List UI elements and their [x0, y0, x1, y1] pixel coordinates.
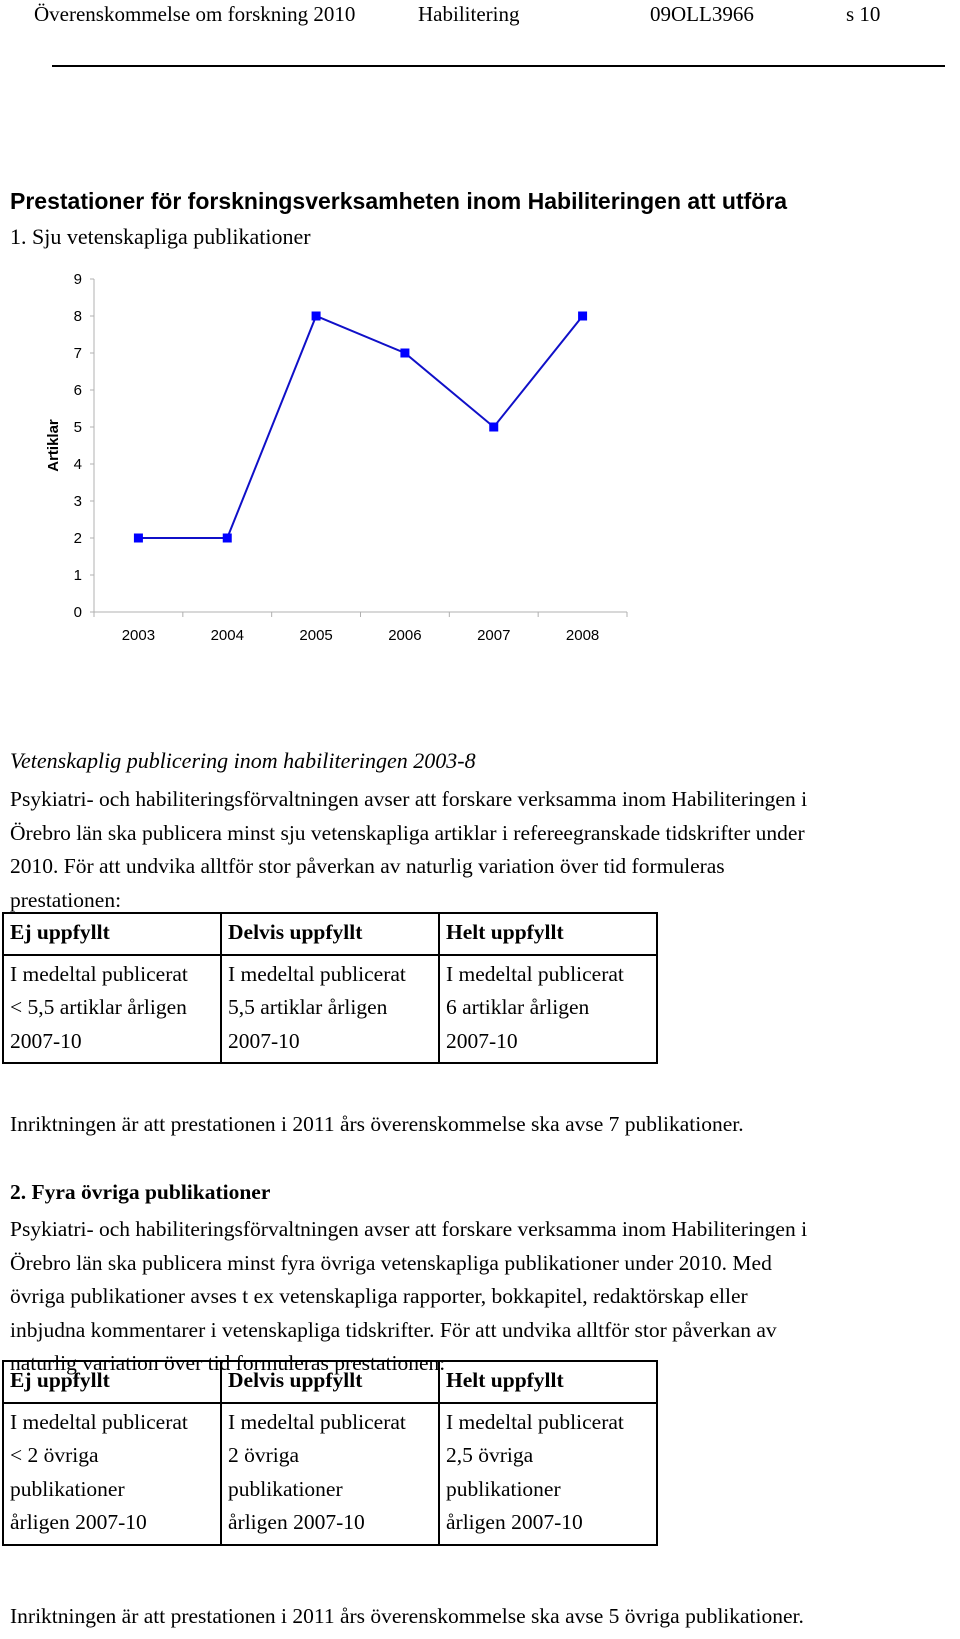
x-tick-label: 2008: [565, 627, 600, 644]
cell-line: 2007-10: [10, 1028, 82, 1053]
table-row: [3, 1403, 657, 1545]
cell-line: I medeltal publicerat: [446, 1409, 624, 1434]
cell-line: publikationer: [446, 1476, 561, 1501]
note-1: Inriktningen är att prestationen i 2011 års överenskommelse ska avse 7 publikationer.: [10, 1112, 744, 1136]
x-tick-label: 2006: [388, 627, 422, 644]
cell-line: < 2 övriga: [10, 1443, 99, 1467]
paragraph-line: 2010. För att undvika alltför stor påverkan av naturlig variation över tid formuleras: [10, 854, 725, 878]
header-not-fulfilled: Ej uppfyllt: [3, 913, 221, 955]
y-tick-label: 9: [73, 271, 82, 288]
page-header: [34, 0, 896, 30]
cell-fulfilled: [439, 955, 657, 1064]
paragraph-line: Psykiatri- och habiliteringsförvaltningen avser att forskare verksamma inom Habiliteringen i: [10, 787, 808, 811]
cell-not-fulfilled: [3, 1403, 221, 1545]
data-point-marker: [578, 312, 587, 321]
data-point-marker: [223, 534, 232, 543]
header-not-fulfilled: Ej uppfyllt: [3, 1361, 221, 1403]
cell-line: 5,5 artiklar årligen: [228, 995, 388, 1019]
x-tick-label: 2007: [477, 627, 511, 644]
y-tick-label: 6: [73, 382, 82, 399]
section1-title: 1. Sju vetenskapliga publikationer: [10, 224, 311, 249]
x-tick-label: 2004: [210, 627, 244, 644]
paragraph-line: prestationen:: [10, 887, 122, 912]
cell-line: I medeltal publicerat: [228, 1409, 406, 1434]
y-tick-label: 8: [73, 308, 82, 325]
y-axis-label: Artiklar: [45, 419, 62, 472]
paragraph-line: Örebro län ska publicera minst fyra övriga vetenskapliga publikationer under 2010. Med: [10, 1250, 772, 1275]
cell-line: 2007-10: [446, 1028, 518, 1053]
series-line: [138, 316, 582, 538]
data-point-marker: [489, 423, 498, 432]
cell-line: I medeltal publicerat: [10, 961, 188, 986]
y-tick-label: 0: [73, 604, 82, 621]
header-page-number: s 10: [846, 2, 881, 26]
cell-line: I medeltal publicerat: [228, 961, 406, 986]
section2-title: 2. Fyra övriga publikationer: [10, 1180, 271, 1204]
paragraph-line: naturlig variation över tid formuleras prestationen:: [10, 1351, 446, 1375]
cell-partly-fulfilled: [221, 955, 439, 1064]
cell-line: 2,5 övriga: [446, 1443, 534, 1467]
paragraph-line: inbjudna kommentarer i vetenskapliga tidskrifter. För att undvika alltför stor påverkan av: [10, 1317, 777, 1342]
y-tick-label: 4: [73, 456, 82, 473]
page-heading: Prestationer för forskningsverksamheten inom Habiliteringen att utföra: [10, 188, 788, 214]
performance-table-1: [2, 912, 658, 1064]
note-2: Inriktningen är att prestationen i 2011 års överenskommelse ska avse 5 övriga publikationer.: [10, 1604, 804, 1628]
table-row: [3, 955, 657, 1064]
header-code: 09OLL3966: [650, 2, 754, 26]
y-tick-label: 7: [73, 345, 82, 362]
header-fulfilled: Helt uppfyllt: [439, 1361, 657, 1403]
chart-caption: Vetenskaplig publicering inom habiliteringen 2003-8: [10, 748, 476, 773]
header-partly-fulfilled: Delvis uppfyllt: [221, 1361, 439, 1403]
table-header-row: [3, 913, 657, 955]
header-partly-fulfilled: Delvis uppfyllt: [221, 913, 439, 955]
cell-partly-fulfilled: [221, 1403, 439, 1545]
cell-line: publikationer: [228, 1476, 343, 1501]
y-tick-label: 3: [73, 493, 82, 510]
header-fulfilled: Helt uppfyllt: [439, 913, 657, 955]
data-point-marker: [400, 349, 409, 358]
cell-line: 6 artiklar årligen: [446, 995, 590, 1019]
x-axis: [94, 612, 627, 644]
x-tick-label: 2003: [121, 627, 156, 644]
cell-not-fulfilled: [3, 955, 221, 1064]
series-markers: [134, 312, 587, 543]
paragraph-line: Psykiatri- och habiliteringsförvaltningen avser att forskare verksamma inom Habiliteringen i: [10, 1217, 808, 1241]
cell-line: årligen 2007-10: [228, 1510, 365, 1534]
cell-line: I medeltal publicerat: [10, 1409, 188, 1434]
y-tick-label: 5: [73, 419, 82, 436]
table-header-row: [3, 1361, 657, 1403]
y-tick-label: 1: [73, 567, 82, 584]
series-polyline: [138, 316, 582, 538]
cell-line: årligen 2007-10: [10, 1510, 147, 1534]
y-tick-label: 2: [73, 530, 82, 547]
publication-line-chart: [0, 270, 660, 660]
header-section: Habilitering: [418, 2, 520, 26]
x-tick-label: 2005: [299, 627, 333, 644]
paragraph-2: [10, 1213, 950, 1381]
header-title: Överenskommelse om forskning 2010: [34, 2, 356, 26]
performance-table-2: [2, 1360, 658, 1546]
header-rule: [52, 65, 945, 67]
data-point-marker: [312, 312, 321, 321]
paragraph-line: övriga publikationer avses t ex vetenskapliga rapporter, bokkapitel, redaktörskap eller: [10, 1284, 748, 1308]
cell-fulfilled: [439, 1403, 657, 1545]
cell-line: publikationer: [10, 1476, 125, 1501]
paragraph-1: [10, 783, 950, 917]
cell-line: 2007-10: [228, 1028, 300, 1053]
paragraph-line: Örebro län ska publicera minst sju vetenskapliga artiklar i refereegranskade tidskrifter under: [10, 820, 805, 845]
cell-line: < 5,5 artiklar årligen: [10, 995, 187, 1019]
cell-line: I medeltal publicerat: [446, 961, 624, 986]
cell-line: årligen 2007-10: [446, 1510, 583, 1534]
data-point-marker: [134, 534, 143, 543]
cell-line: 2 övriga: [228, 1443, 300, 1467]
y-axis: [45, 271, 94, 621]
